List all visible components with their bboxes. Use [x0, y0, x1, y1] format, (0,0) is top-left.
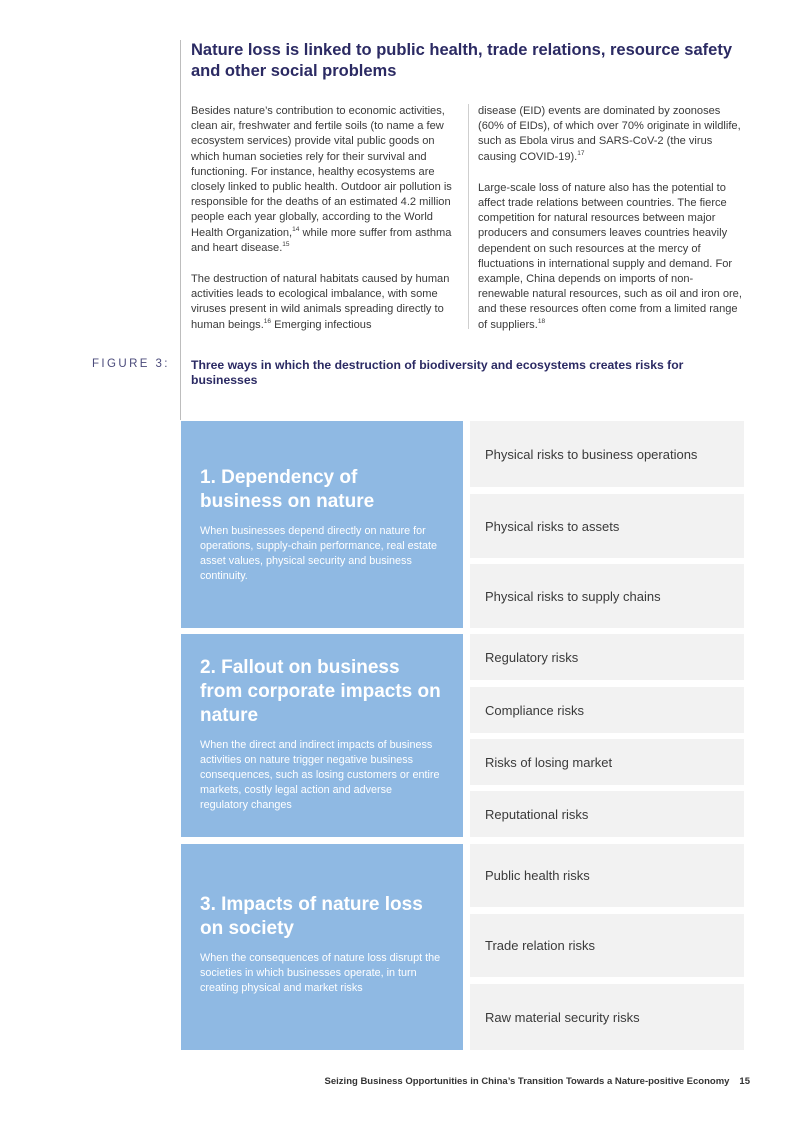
category-description: When businesses depend directly on nature for operations, supply-chain performance, real estate asset values, physical security and business continuity. — [200, 525, 438, 582]
risk-item: Regulatory risks — [470, 634, 744, 680]
category-box-corporate-impacts — [181, 634, 463, 837]
paragraph: Besides nature’s contribution to economic activities, clean air, freshwater and fertile soils (to name a few ecosystem services) provide vital public goods on which human societies rely for their survival and functioning. For instance, healthy ecosystems are closely linked to public health. Outdoor air pollution is responsible for the deaths of an estimated 4.2 million people each year globally, according to the World Health Organization,$^{14}$ while more suffer from asthma and heart disease.$^{15}$ — [191, 105, 452, 254]
risk-item: Raw material security risks — [470, 984, 744, 1050]
risk-item: Compliance risks — [470, 687, 744, 733]
page-number: 15 — [739, 1076, 750, 1087]
category-title: 1. Dependency of business on nature — [200, 467, 375, 512]
section-heading: Nature loss is linked to public health, trade relations, resource safety and other social problems — [191, 41, 732, 80]
risk-item: Physical risks to business operations — [470, 421, 744, 487]
category-title: 2. Fallout on business from corporate impacts on nature — [200, 657, 441, 726]
category-description: When the direct and indirect impacts of business activities on nature trigger negative business consequences, such as losing customers or entire markets, costly legal action and adverse regulatory changes — [200, 739, 440, 811]
risk-item: Trade relation risks — [470, 914, 744, 977]
footnote-ref: 16 — [263, 317, 272, 325]
paragraph: The destruction of natural habitats caused by human activities leads to ecological imbalance, with some viruses present in wild animals spreading directly to human beings.$^{16}$ Emerging infectious — [191, 273, 450, 331]
category-box-society — [181, 844, 463, 1050]
footnote-ref: 15 — [282, 240, 290, 248]
column-divider — [468, 104, 469, 329]
body-column-left — [191, 104, 461, 349]
risk-item: Physical risks to supply chains — [470, 564, 744, 628]
figure-label: FIGURE 3: — [92, 358, 170, 370]
risk-item: Public health risks — [470, 844, 744, 907]
footnote-ref: 14 — [292, 225, 300, 233]
body-column-right — [478, 104, 744, 349]
footnote-ref: 17 — [577, 149, 585, 157]
risk-item: Risks of losing market — [470, 739, 744, 785]
paragraph: disease (EID) events are dominated by zoonoses (60% of EIDs), of which over 70% originate in wildlife, such as Ebola virus and SARS-CoV-2 (the virus causing COVID-19).$^{17}$ — [478, 105, 741, 163]
category-box-dependency — [181, 421, 463, 628]
margin-rule — [180, 40, 181, 420]
paragraph: Large-scale loss of nature also has the potential to affect trade relations between countries. The fierce competition for natural resources between major producers and consumers leaves countries heavily dependent on such resources at the mercy of fluctuations in international supply and demand. For example, China depends on imports of non-renewable natural resources, such as oil and iron ore, and these resources often come from a limited range of suppliers.$^{18}$ — [478, 181, 742, 331]
footnote-ref: 18 — [537, 317, 546, 325]
footer-title: Seizing Business Opportunities in China’s Transition Towards a Nature-positive Economy — [324, 1076, 730, 1087]
figure-title: Three ways in which the destruction of biodiversity and ecosystems creates risks for businesses — [191, 358, 684, 387]
risk-item: Physical risks to assets — [470, 494, 744, 558]
page-footer — [300, 1076, 750, 1087]
category-title: 3. Impacts of nature loss on society — [200, 894, 423, 939]
risk-item: Reputational risks — [470, 791, 744, 837]
category-description: When the consequences of nature loss disrupt the societies in which businesses operate, in turn creating physical and market risks — [200, 952, 441, 994]
